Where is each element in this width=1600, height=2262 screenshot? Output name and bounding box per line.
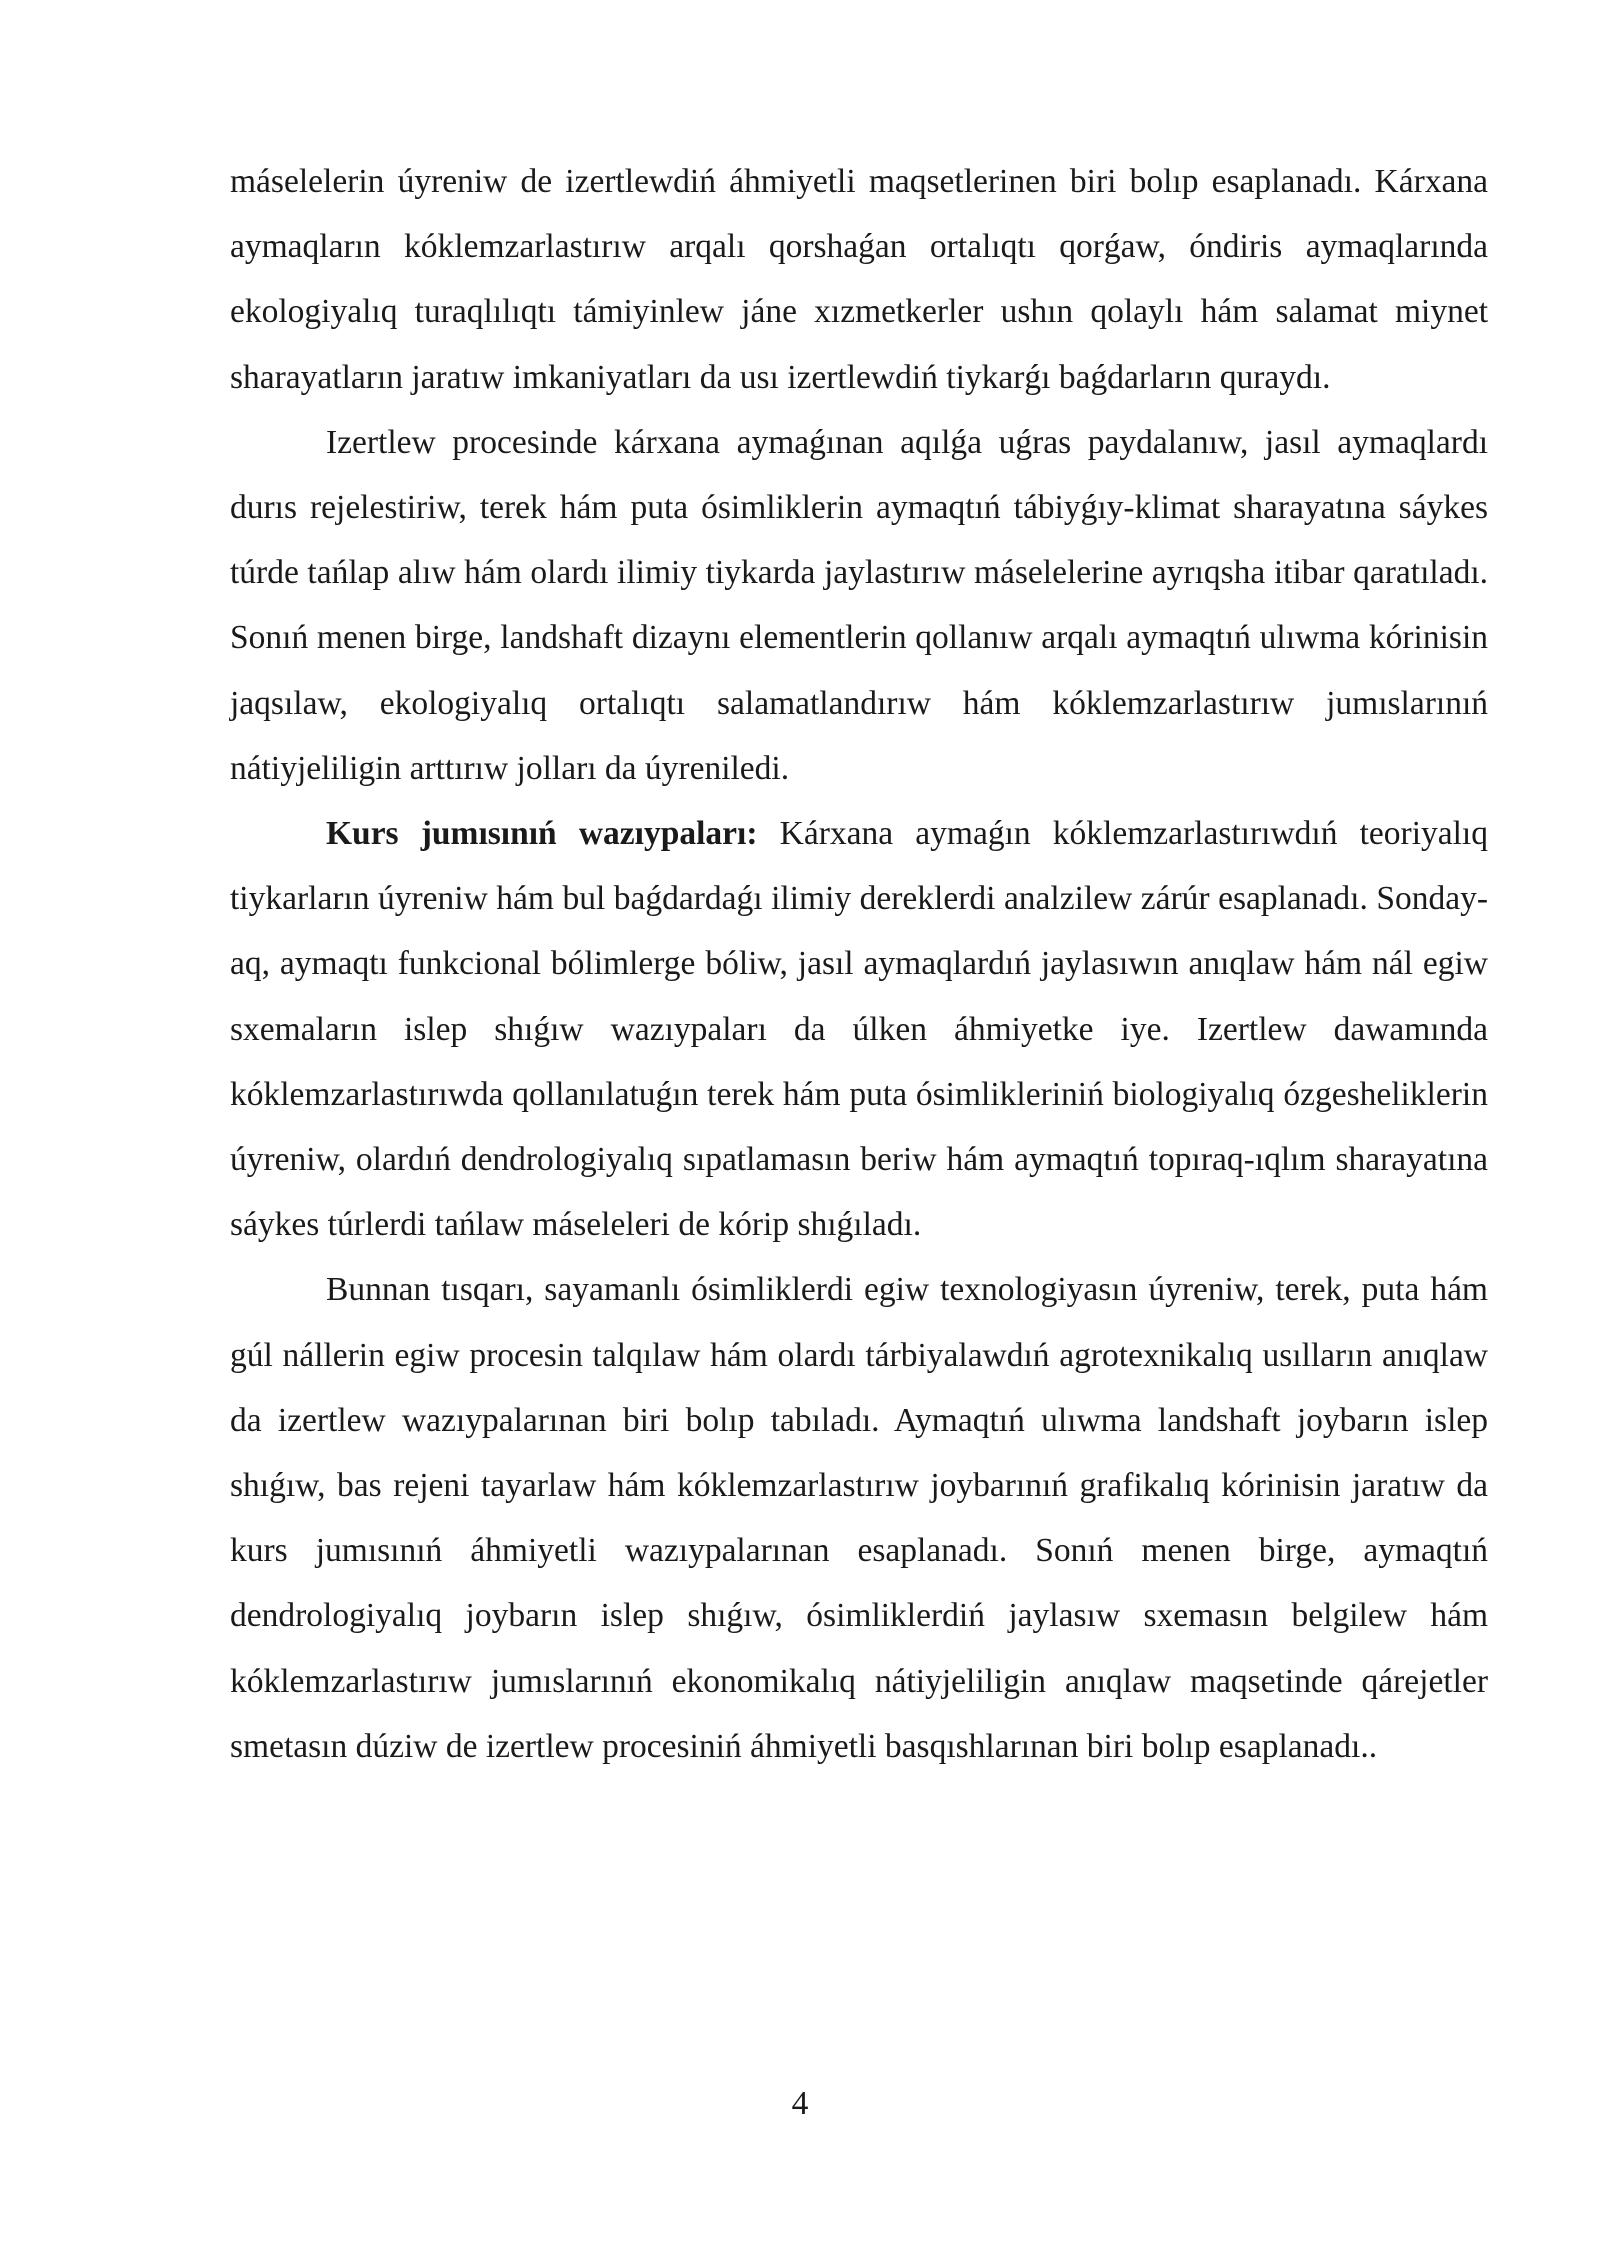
course-tasks-heading: Kurs jumısınıń wazıypaları: xyxy=(326,815,758,853)
paragraph-continuation: máselelerin úyreniw de izertlewdiń áhmiyetli maqsetlerinen biri bolıp esaplanadı. Kárxana aymaqların kóklemzarlastırıw arqalı qorshaǵan ortalıqtı qorǵaw, óndiris aymaqlarında ekologiyalıq turaqlılıqtı támiyinlew jáne xızmetkerler ushın qolaylı hám salamat miynet sharayatların jaratıw imkaniyatları da usı izertlewdiń tiykarǵı baǵdarların quraydı. xyxy=(230,163,1488,396)
body-text xyxy=(230,149,1488,1779)
paragraph-additional-tasks: Bunnan tısqarı, sayamanlı ósimliklerdi egiw texnologiyasın úyreniw, terek, puta hám gúl nállerin egiw procesin talqılaw hám olardı tárbiyalawdıń agrotexnikalıq usılların anıqlaw da izertlew wazıypalarınan biri bolıp tabıladı. Aymaqtıń ulıwma landshaft joybarın islep shıǵıw, bas rejeni tayarlaw hám kóklemzarlastırıw joybarınıń grafikalıq kórinisin jaratıw da kurs jumısınıń áhmiyetli wazıypalarınan esaplanadı. Sonıń menen birge, aymaqtıń dendrologiyalıq joybarın islep shıǵıw, ósimliklerdiń jaylasıw sxemasın belgilew hám kóklemzarlastırıw jumıslarınıń ekonomikalıq nátiyjeliligin anıqlaw maqsetinde qárejetler smetasın dúziw de izertlew procesiniń áhmiyetli basqıshlarınan biri bolıp esaplanadı.. xyxy=(230,1271,1488,1765)
course-tasks-text: Kárxana aymaǵın kóklemzarlastırıwdıń teoriyalıq tiykarların úyreniw hám bul baǵdardaǵı ilimiy dereklerdi analzilew zárúr esaplanadı. Sonday-aq, aymaqtı funkcional bólimlerge bóliw, jasıl aymaqlardıń jaylasıwın anıqlaw hám nál egiw sxemaların islep shıǵıw wazıypaları da úlken áhmiyetke iye. Izertlew dawamında kóklemzarlastırıwda qollanılatuǵın terek hám puta ósimlikleriniń biologiyalıq ózgesheliklerin úyreniw, olardıń dendrologiyalıq sıpatlamasın beriw hám aymaqtıń topıraq-ıqlım sharayatına sáykes túrlerdi tańlaw máseleleri de kórip shıǵıladı. xyxy=(230,815,1488,1244)
paragraph-course-tasks xyxy=(230,801,1488,1257)
page-number: 4 xyxy=(791,2085,809,2122)
paragraph-research-process: Izertlew procesinde kárxana aymaǵınan aqılǵa uǵras paydalanıw, jasıl aymaqlardı durıs rejelestiriw, terek hám puta ósimliklerin aymaqtıń tábiyǵıy-klimat sharayatına sáykes túrde tańlap alıw hám olardı ilimiy tiykarda jaylastırıw máselelerine ayrıqsha itibar qaratıladı. Sonıń menen birge, landshaft dizaynı elementlerin qollanıw arqalı aymaqtıń ulıwma kórinisin jaqsılaw, ekologiyalıq ortalıqtı salamatlandırıw hám kóklemzarlastırıw jumıslarınıń nátiyjeliligin arttırıw jolları da úyreniledi. xyxy=(230,423,1488,787)
